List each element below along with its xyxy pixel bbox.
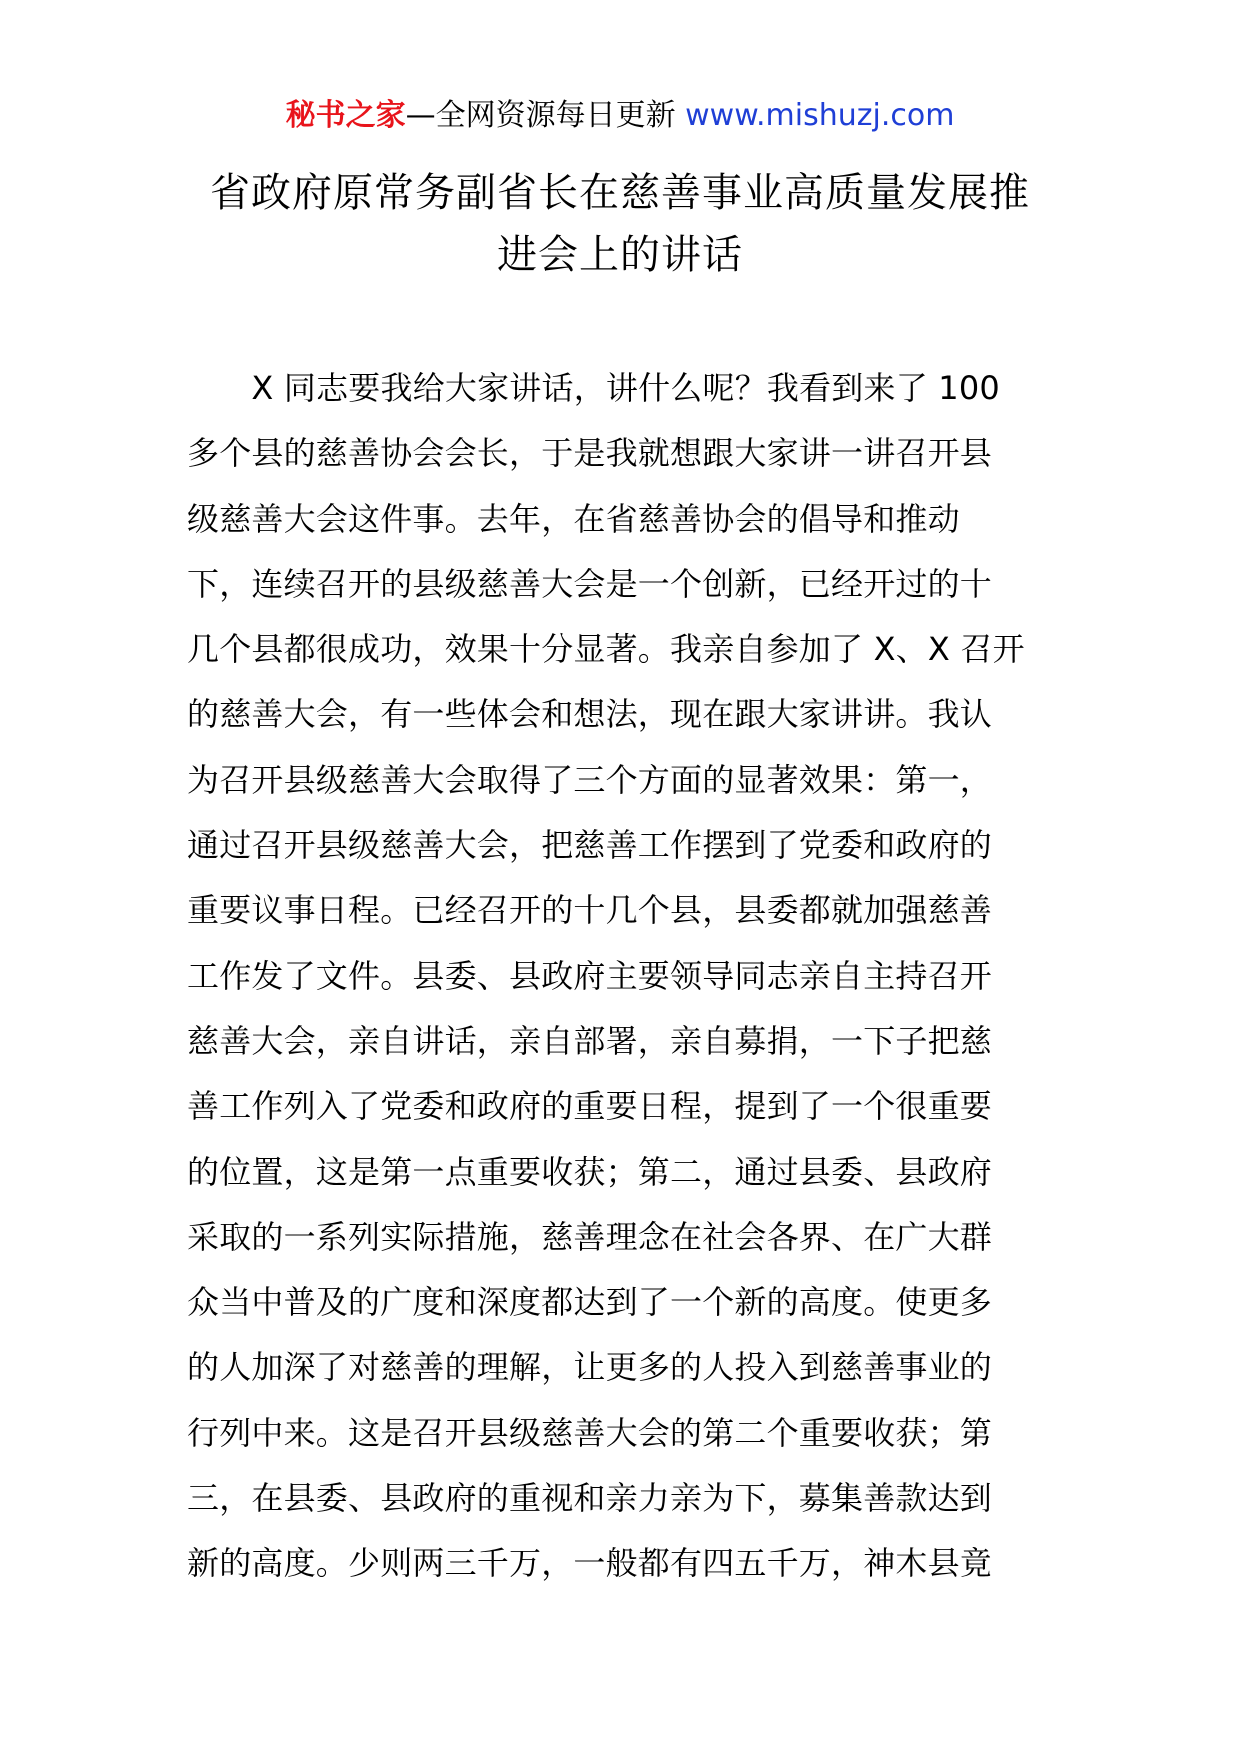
title-line: 进会上的讲话	[497, 232, 743, 278]
body-line: 多个县的慈善协会会长，于是我就想跟大家讲一讲召开县	[187, 434, 993, 473]
body-line: 工作发了文件。县委、县政府主要领导同志亲自主持召开	[187, 956, 993, 995]
document-body	[187, 356, 1067, 1597]
body-line: 为召开县级慈善大会取得了三个方面的显著效果：第一，	[187, 760, 993, 799]
body-line: 的慈善大会，有一些体会和想法，现在跟大家讲讲。我认	[187, 695, 993, 734]
brand-name: 秘书之家	[285, 98, 406, 133]
body-line: X 同志要我给大家讲话，讲什么呢？我看到来了 100	[187, 369, 1000, 407]
site-header	[0, 96, 1240, 136]
body-line: 的位置，这是第一点重要收获；第二，通过县委、县政府	[187, 1152, 993, 1191]
site-url-link[interactable]: www.mishuzj.com	[685, 98, 955, 133]
body-line: 行列中来。这是召开县级慈善大会的第二个重要收获；第	[187, 1413, 993, 1452]
body-line: 三，在县委、县政府的重视和亲力亲为下，募集善款达到	[187, 1479, 993, 1518]
body-line: 重要议事日程。已经召开的十几个县，县委都就加强慈善	[187, 891, 993, 930]
body-line: 的人加深了对慈善的理解，让更多的人投入到慈善事业的	[187, 1348, 993, 1387]
body-line: 通过召开县级慈善大会，把慈善工作摆到了党委和政府的	[187, 826, 993, 865]
body-line: 新的高度。少则两三千万，一般都有四五千万，神木县竟	[187, 1544, 993, 1583]
document-title	[160, 162, 1080, 286]
body-line: 下，连续召开的县级慈善大会是一个创新，已经开过的十	[187, 564, 993, 603]
body-line: 采取的一系列实际措施，慈善理念在社会各界、在广大群	[187, 1217, 993, 1256]
header-tagline: —全网资源每日更新	[405, 98, 686, 133]
body-line: 级慈善大会这件事。去年，在省慈善协会的倡导和推动	[187, 499, 960, 538]
body-line: 众当中普及的广度和深度都达到了一个新的高度。使更多	[187, 1283, 993, 1322]
body-line: 善工作列入了党委和政府的重要日程，提到了一个很重要	[187, 1087, 993, 1126]
body-line: 慈善大会，亲自讲话，亲自部署，亲自募捐，一下子把慈	[187, 1021, 993, 1060]
body-line: 几个县都很成功，效果十分显著。我亲自参加了 X、X 召开	[187, 630, 1025, 669]
title-line: 省政府原常务副省长在慈善事业高质量发展推	[210, 170, 1030, 216]
